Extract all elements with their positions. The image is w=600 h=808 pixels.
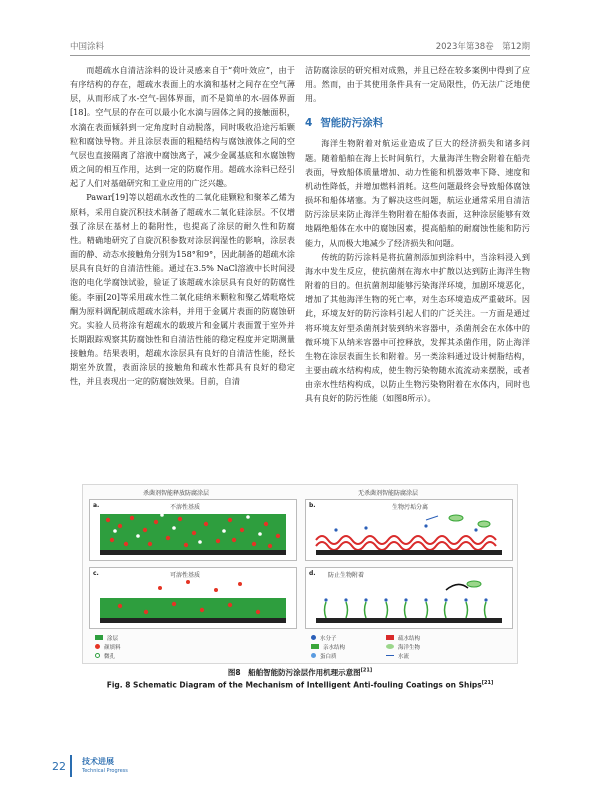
panel-a-letter: a. [93, 502, 100, 509]
section-heading [305, 115, 530, 130]
panel-a-title: 不溶性基质 [170, 504, 201, 511]
right-paragraph-0: 洁防腐涂层的研究相对成熟，并且已经在较多案例中得到了应用。然而，由于其使用条件具有一定局限性，仍无法广泛地使用。 [305, 65, 530, 104]
panel-d [305, 567, 513, 629]
footer-divider [70, 755, 72, 777]
legend-left [95, 633, 121, 660]
panel-a [89, 499, 297, 561]
footer-section-cn: 技术进展 [82, 757, 114, 766]
legend-item-coating [95, 633, 121, 642]
water-swatch [311, 635, 316, 640]
hydrophilic-swatch [311, 644, 319, 649]
right-column [305, 63, 530, 405]
caption-cn-text: 图8 船舶智能防污涂层作用机理示意图 [227, 668, 361, 677]
panel-b-title: 生物污垢分离 [392, 504, 429, 511]
legend-right [311, 633, 461, 660]
panel-b-letter: b. [309, 502, 316, 509]
legend-label: 颜填料 [104, 644, 121, 651]
right-paragraph-2: 传统的防污涂料是将抗菌剂添加到涂料中，当涂料浸入到海水中发生反应，使抗菌剂在海水中扩散以达到防止海洋生物附着的目的。但抗菌剂却能够污染海洋环境，加剧环境恶化，增加了其他海洋生物的死亡率，对生态环境造成严重破坏。因此，环境友好的防污涂料引起人们的广泛关注。一方面是通过将环境友好型杀菌剂封装到纳米容器中，杀菌剂会在水体中的微环境下从纳米容器中可控释放，发挥其杀菌作用，防止海洋生物在涂层表面生长和附着。另一类涂料通过设计树脂结构，主要由疏水结构构成，使生物污染物随水流流动来摆脱，或者由亲水性结构构成，以防止生物污染物附着在水体内，同时也具有良好的防污性能（如图8所示）。 [305, 251, 530, 404]
organism-swatch [386, 644, 394, 649]
left-paragraph-1: 而超疏水自清洁涂料的设计灵感来自于“荷叶效应”，由于有序结构的存在，超疏水表面上的水滴和基材之间存在空气薄层，从而形成了水-空气-固体界面，而不是简单的水-固体界面[18]。空气层的存在可以最小化水滴与固体之间的接触面积，水滴在表面倾斜到一定角度时自动脱落，同时吸收沿途污垢颗粒和腐蚀导物。并且涂层表面的粗糙结构与腐蚀液体之间的空气层也直接隔离了溶液中腐蚀离子，减少金属基底和水腐蚀物质之间的相互作用，达到一定的防腐作用。超疏水涂料已经引起了人们对基础研究和工业应用的广泛兴趣。 [70, 65, 295, 189]
panel-d-title: 防止生物附着 [328, 572, 365, 579]
panel-a-illustration [90, 500, 296, 560]
flow-swatch [386, 655, 394, 656]
caption-cn-ref: [21] [360, 667, 373, 674]
caption-cn [0, 667, 600, 678]
panel-d-letter: d. [309, 570, 316, 577]
footer-section-en: Technical Progress [82, 768, 128, 774]
panel-c-title: 可溶性基质 [170, 572, 201, 579]
hydrophobic-swatch [386, 635, 394, 640]
caption-en-text: Fig. 8 Schematic Diagram of the Mechanism of Intelligent Anti-fouling Coatings on Ships [106, 680, 482, 690]
legend-label: 海洋生物 [398, 644, 421, 651]
legend-label: 疏水结构 [398, 635, 421, 642]
legend-label: 水流 [398, 653, 410, 660]
issue-info: 2023年第38卷 第12期 [435, 42, 530, 52]
legend-item-pigment [95, 642, 121, 651]
section-number: 4 [305, 117, 313, 130]
caption-en [0, 680, 600, 690]
legend-item-flow [386, 651, 461, 660]
legend-item-pore [95, 651, 121, 660]
panel-c-illustration [90, 568, 296, 628]
legend-label: 微孔 [104, 653, 116, 660]
protein-swatch [311, 653, 316, 658]
legend-item-hydrophobic [386, 633, 461, 642]
left-column [70, 63, 295, 389]
pore-swatch [95, 653, 100, 658]
legend-label: 亲水结构 [323, 644, 346, 651]
pigment-swatch [95, 644, 100, 649]
section-title: 智能防污涂料 [320, 117, 384, 130]
panel-c [89, 567, 297, 629]
legend-item-organism [386, 642, 461, 651]
panel-b [305, 499, 513, 561]
panel-b-illustration [306, 500, 512, 560]
legend-item-hydrophilic [311, 642, 386, 651]
figure-right-heading: 无杀菌剂智能防腐涂层 [358, 490, 419, 497]
header-rule [70, 55, 530, 56]
figure-left-heading: 杀菌剂智能释放防腐涂层 [143, 490, 210, 497]
legend-label: 涂层 [107, 635, 119, 642]
coating-swatch [95, 635, 103, 640]
journal-name: 中国涂料 [70, 42, 105, 52]
caption-en-ref: [21] [481, 680, 494, 686]
panel-d-illustration [306, 568, 512, 628]
right-paragraph-1: 海洋生物附着对航运业造成了巨大的经济损失和诸多问题。随着船舶在海上长时间航行，大量海洋生物会附着在船壳表面，导致船体质量增加、动力性能和机器效率下降、速度和机动性降低，并增加燃料消耗。这些问题最终会导致船体腐蚀损坏和船体堵塞。为了解决这些问题，航运业通常采用自清洁防污涂层来防止海洋生物附着在船体表面，这种涂层能够有效地隔绝船体在水中的腐蚀因素，提高船舶的耐腐蚀性能和防污能力，从而极大地减少了经济损失和问题。 [305, 138, 530, 248]
legend-label: 蛋白质 [320, 653, 337, 660]
legend-item-protein [311, 651, 386, 660]
panel-c-letter: c. [93, 570, 99, 577]
legend-label: 水分子 [320, 635, 337, 642]
legend-item-water [311, 633, 386, 642]
left-paragraph-2: Pawar[19]等以超疏水改性的二氧化硅颗粒和聚苯乙烯为原料，采用自旋沉积技术制备了超疏水二氧化硅涂层。不仅增强了涂层在基材上的黏附性，也提高了涂层的耐久性和防腐性。精确地研究了自旋沉积参数对涂层润湿性的影响，涂层表面的静、动态水接触角分别为158°和9°，因此制备的超疏水涂层具有良好的自清洁性能。通过在3.5% NaCl溶液中长时间浸泡的电化学腐蚀试验，验证了该超疏水涂层具有良好的防腐性能。李丽[20]等采用疏水性二氧化硅纳米颗粒和聚乙烯吡咯烷酮为原料调配制成超疏水涂料，并用于金属片表面的防腐蚀研究。实验人员将涂有超疏水的载玻片和金属片表面置于室外并长期跟踪观察其防腐蚀性和自清洁性能的稳定程度并定期测量接触角。结果表明，超疏水涂层具有良好的自清洁性能，经长期室外放置，表面涂层的接触角和疏水性都具有良好的稳定性，并且表现出一定的防腐蚀效果。目前，自清 [70, 192, 295, 387]
page-number: 22 [52, 760, 66, 773]
figure-8 [82, 484, 518, 664]
